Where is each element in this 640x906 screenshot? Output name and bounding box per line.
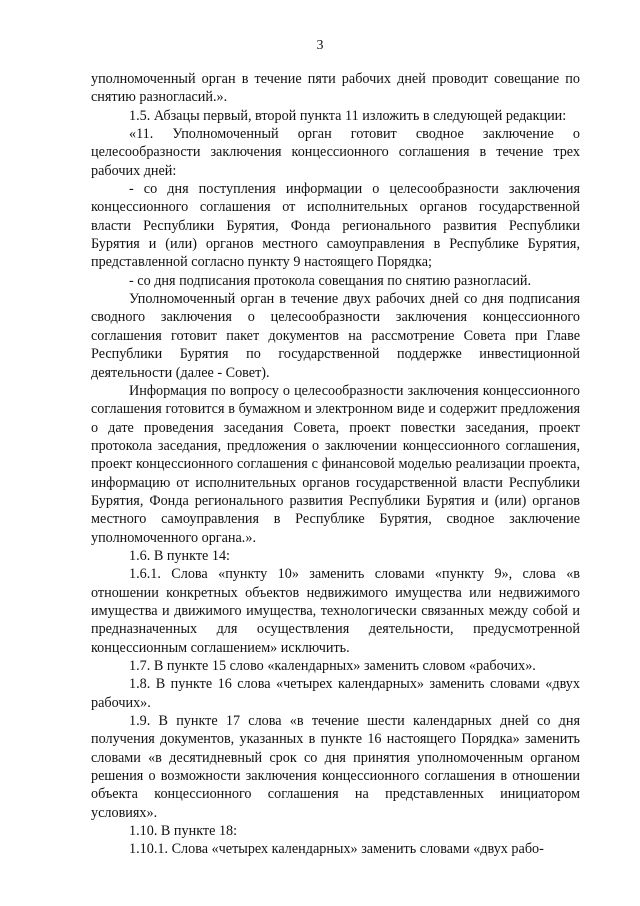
paragraph: 1.8. В пункте 16 слова «четырех календарных» заменить словами «двух рабочих».	[91, 676, 580, 711]
paragraph: 1.6. В пункте 14:	[129, 547, 230, 564]
paragraph: Информация по вопросу о целесообразности заключения концессионного соглашения готовится в бумажном и электронном виде и содержит предложения о дате проведения заседания Совета, проект повестки заседания, проект протокола заседания, предложения о заключении концессионного соглашения, проект концессионного соглашения с финансовой моделью реализации проекта, информацию от исполнительных органов государственной власти Республики Бурятия, Фонда регионального развития Республики Бурятия и (или) органов местного самоуправления в Республике Бурятия, сводное заключение уполномоченного органа.».	[91, 382, 580, 546]
paragraph: 1.9. В пункте 17 слова «в течение шести календарных дней со дня получения документов, указанных в пункте 16 настоящего Порядка» заменить словами «в десятидневный срок со дня принятия уполномоченным органом решения о возможности заключения концессионного соглашения в отношении объекта концессионного соглашения на представленных инициатором условиях».	[91, 713, 580, 821]
paragraph: 1.10.1. Слова «четырех календарных» заменить словами «двух рабо-	[129, 841, 544, 858]
paragraph: - со дня подписания протокола совещания по снятию разногласий.	[129, 272, 532, 289]
document-body	[91, 70, 580, 859]
paragraph: 1.5. Абзацы первый, второй пункта 11 изложить в следующей редакции:	[129, 107, 567, 124]
paragraph: - со дня поступления информации о целесообразности заключения концессионного соглашения от исполнительных органов государственной власти Республики Бурятия, Фонда регионального развития Республики Бурятия и (или) органов местного самоуправления в Республике Бурятия, представленной согласно пункту 9 настоящего Порядка;	[91, 181, 580, 271]
page-number: 3	[316, 38, 324, 53]
paragraph: 1.7. В пункте 15 слово «календарных» заменить словом «рабочих».	[129, 658, 536, 674]
paragraph: 1.6.1. Слова «пункту 10» заменить словами «пункту 9», слова «в отношении конкретных объектов недвижимого имущества или недвижимого имущества и движимого имущества, технологически связанных между собой и предназначенных для осуществления деятельности, предусмотренной концессионным соглашением» исключить.	[91, 566, 580, 656]
paragraph: уполномоченный орган в течение пяти рабочих дней проводит совещание по снятию разногласий.».	[91, 71, 580, 106]
paragraph: «11. Уполномоченный орган готовит сводное заключение о целесообразности заключения концессионного соглашения в течение трех рабочих дней:	[91, 126, 580, 179]
paragraph: Уполномоченный орган в течение двух рабочих дней со дня подписания сводного заключения о целесообразности заключения концессионного соглашения готовит пакет документов на рассмотрение Совета при Главе Республики Бурятия по государственной поддержке инвестиционной деятельности (далее - Совет).	[91, 291, 580, 381]
paragraph: 1.10. В пункте 18:	[129, 823, 238, 840]
